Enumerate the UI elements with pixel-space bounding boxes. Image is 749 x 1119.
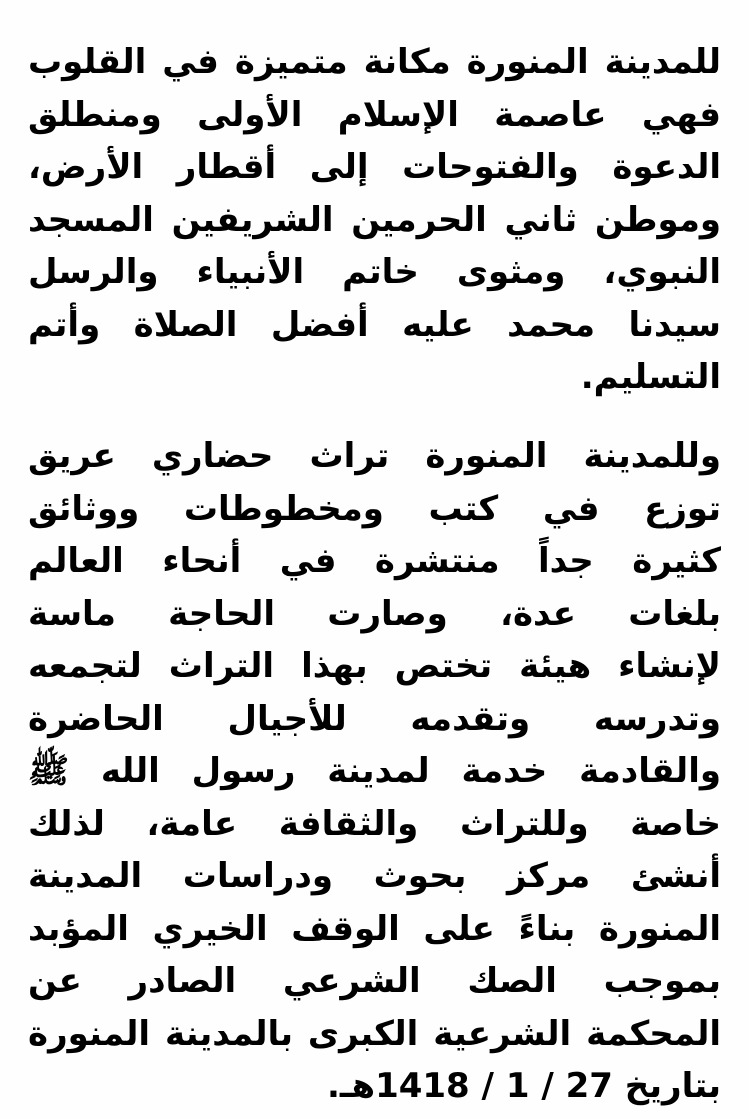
text-line: للمدينة المنورة مكانة متميزة في القلوب [28,42,721,82]
text-line: فهي عاصمة الإسلام الأولى ومنطلق [28,94,721,135]
text-line: والقادمة خدمة لمدينة رسول الله ﷺ [28,751,721,791]
text-line: وموطن ثاني الحرمين الشريفين المسجد [28,199,721,240]
text-line: النبوي، ومثوى خاتم الأنبياء والرسل [28,252,721,292]
text-line: خاصة وللتراث والثقافة عامة، لذلك [28,803,721,844]
text-line: سيدنا محمد عليه أفضل الصلاة وأتم [28,304,721,345]
text-line: بموجب الصك الشرعي الصادر عن [28,961,721,1001]
paragraph-heritage [28,430,721,1113]
text-line: أنشئ مركز بحوث ودراسات المدينة [28,856,721,896]
text-line: كثيرة جداً منتشرة في أنحاء العالم [28,541,721,581]
text-line: بتاريخ 27 / 1 / 1418هـ. [326,1066,721,1106]
text-line: توزع في كتب ومخطوطات ووثائق [28,488,721,529]
paragraph-intro [28,36,721,404]
text-line: وللمدينة المنورة تراث حضاري عريق [28,436,721,476]
text-line: المنورة بناءً على الوقف الخيري المؤبد [28,908,721,949]
text-line: التسليم. [580,357,721,397]
text-line: المحكمة الشرعية الكبرى بالمدينة المنورة [28,1013,721,1054]
text-line: وتدرسه وتقدمه للأجيال الحاضرة [28,698,721,739]
text-line: الدعوة والفتوحات إلى أقطار الأرض، [28,147,721,187]
text-line: لإنشاء هيئة تختص بهذا التراث لتجمعه [28,646,721,686]
text-line: بلغات عدة، وصارت الحاجة ماسة [28,593,721,634]
